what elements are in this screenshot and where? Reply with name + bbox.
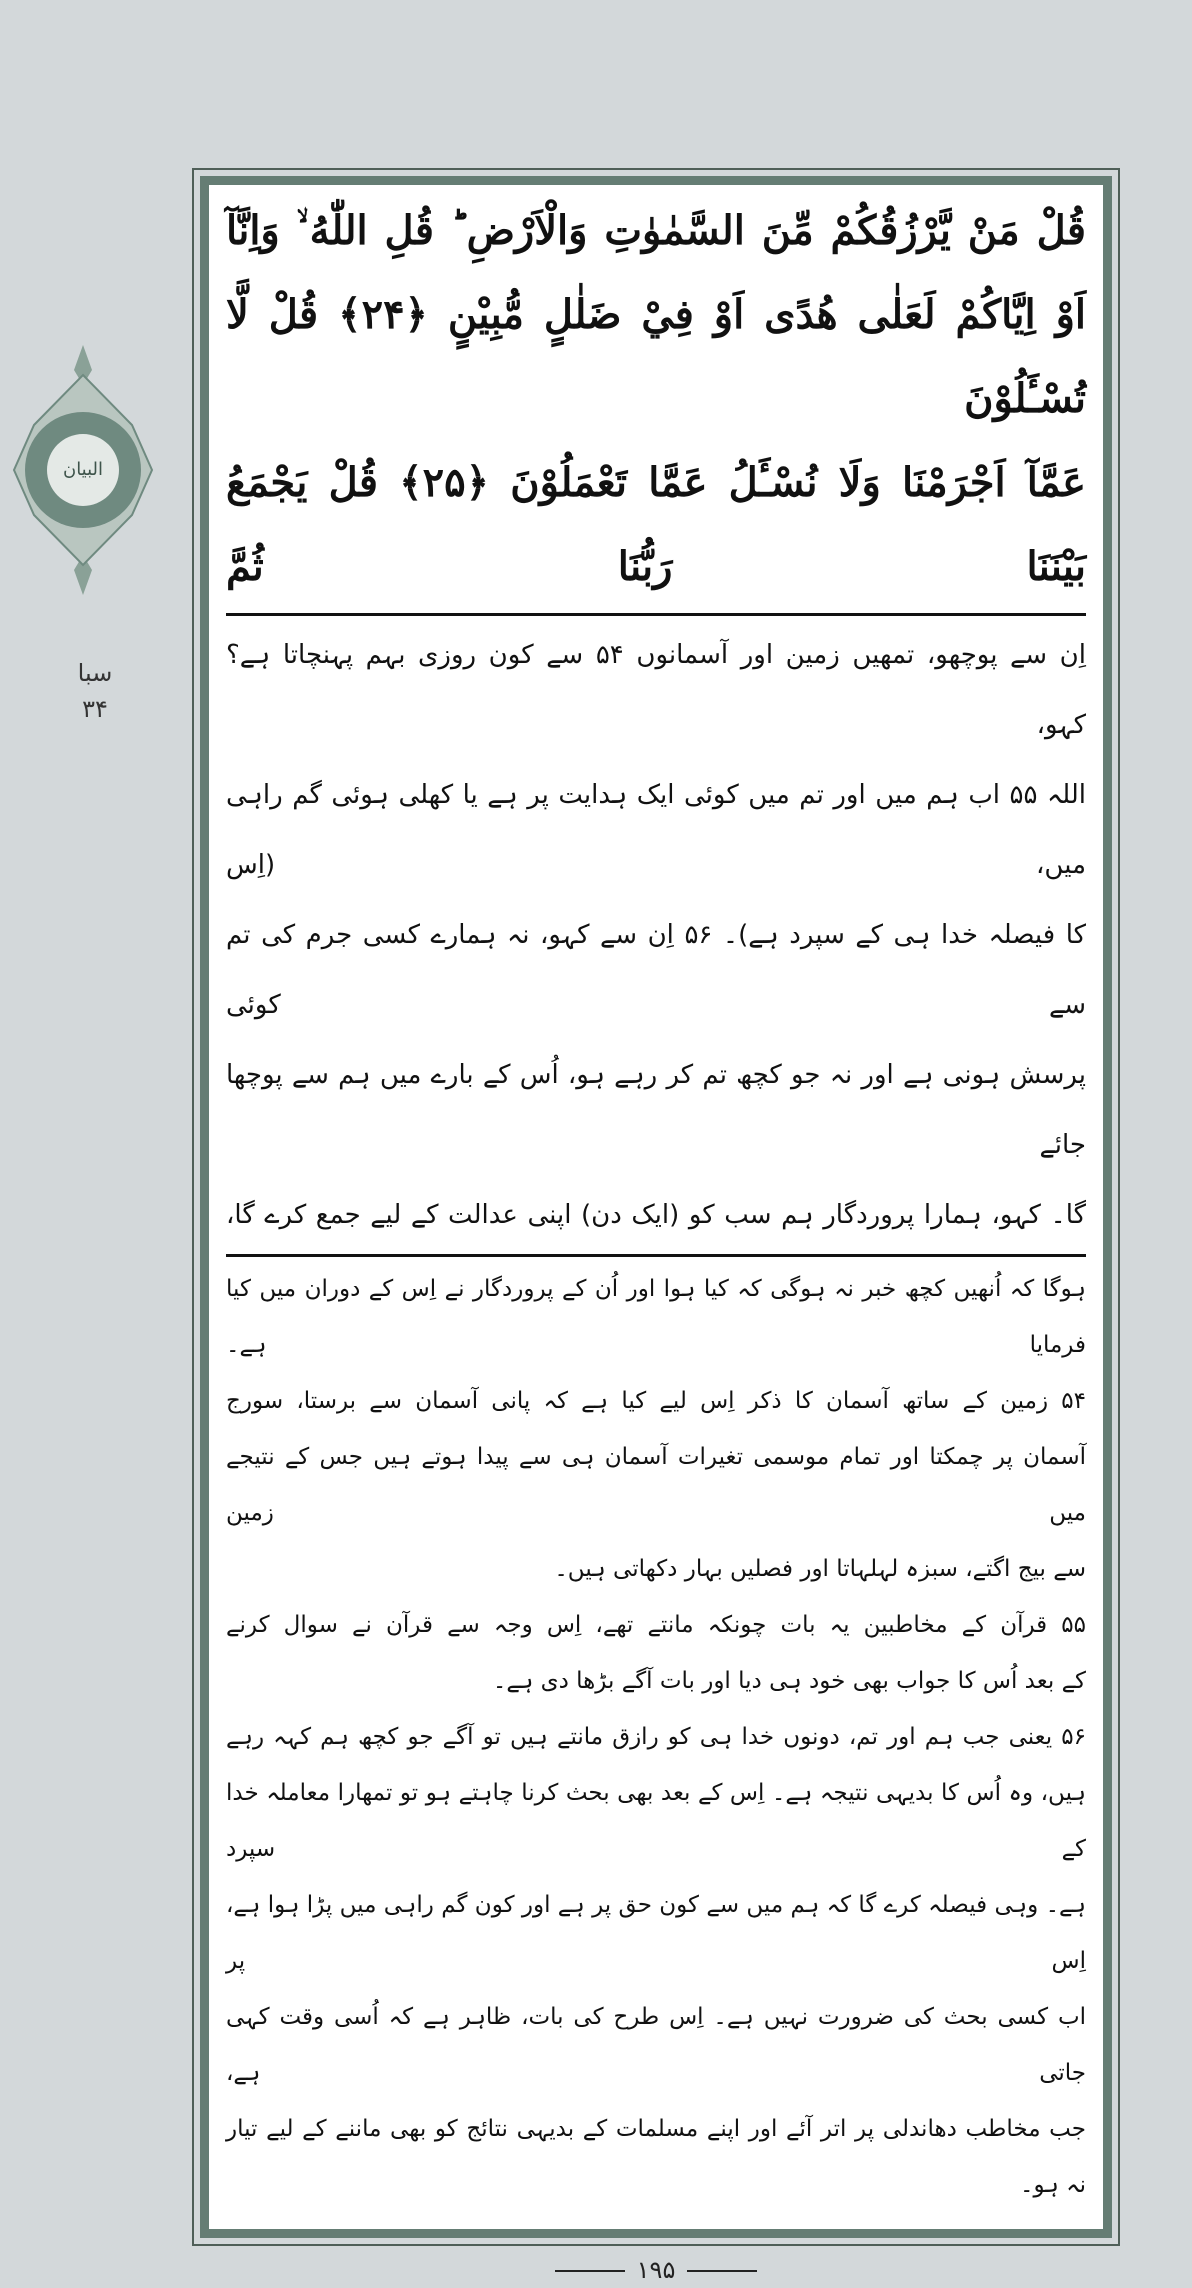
footnote-line: ہیں، وہ اُس کا بدیہی نتیجہ ہے۔ اِس کے بعد بھی بحث کرنا چاہتے ہو تو تمھارا معاملہ خدا کے سپرد: [226, 1780, 1086, 1862]
translation-line: کا فیصلہ خدا ہی کے سپرد ہے)۔ ۵۶ اِن سے کہو، نہ ہمارے کسی جرم کی تم سے کوئی: [226, 920, 1086, 1020]
page-number-text: ۱۹۵: [636, 2256, 676, 2284]
decorative-medallion: [12, 345, 154, 595]
quran-line: قُلْ مَنْ يَّرْزُقُكُمْ مِّنَ السَّمٰوٰتِ وَالْاَرْضِ ؕ قُلِ اللّٰهُ ۙ وَاِنَّآ: [226, 207, 1086, 254]
divider: [226, 1254, 1086, 1257]
surah-name: سبا: [77, 659, 113, 687]
dash: [687, 2270, 757, 2272]
footnote-line: نہ ہو۔: [1019, 2172, 1086, 2198]
footnote-line: ہوگا کہ اُنھیں کچھ خبر نہ ہوگی کہ کیا ہوا اور اُن کے پروردگار نے اِس کے دوران میں کیا فرمایا ہے۔: [226, 1276, 1086, 1358]
medallion-label: البیان: [62, 459, 104, 480]
footnote-line: کے بعد اُس کا جواب بھی خود ہی دیا اور بات آگے بڑھا دی ہے۔: [492, 1668, 1086, 1694]
footnote-line: ہے۔ وہی فیصلہ کرے گا کہ ہم میں سے کون حق پر ہے اور کون گم راہی میں پڑا ہوا ہے، اِس پر: [226, 1892, 1086, 1974]
footnote-line: اب کسی بحث کی ضرورت نہیں ہے۔ اِس طرح کی بات، ظاہر ہے کہ اُسی وقت کہی جاتی ہے،: [226, 2004, 1086, 2086]
footnote-line: ۵۶ یعنی جب ہم اور تم، دونوں خدا ہی کو رازق مانتے ہیں تو آگے جو کچھ ہم کہہ رہے: [226, 1724, 1086, 1750]
divider: [226, 613, 1086, 616]
footnote-line: ۵۴ زمین کے ساتھ آسمان کا ذکر اِس لیے کیا ہے کہ پانی آسمان سے برستا، سورج: [226, 1388, 1086, 1414]
quran-line: اَوْ اِيَّاكُمْ لَعَلٰى هُدًى اَوْ فِيْ ضَلٰلٍ مُّبِيْنٍ ﴿۲۴﴾ قُلْ لَّا تُسْـَٔلُوْنَ: [226, 291, 1087, 422]
page-frame: [200, 176, 1112, 2238]
quran-line: عَمَّآ اَجْرَمْنَا وَلَا نُسْـَٔلُ عَمَّا تَعْمَلُوْنَ ﴿۲۵﴾ قُلْ يَجْمَعُ بَيْنَنَا رَبُّنَا ثُمَّ: [226, 459, 1086, 590]
surah-number: ۳۴: [82, 695, 108, 723]
translation-line: اللہ ۵۵ اب ہم میں اور تم میں کوئی ایک ہدایت پر ہے یا کھلی ہوئی گم راہی میں، (اِس: [226, 780, 1086, 880]
footnote-line: آسمان پر چمکتا اور تمام موسمی تغیرات آسمان ہی سے پیدا ہوتے ہیں جس کے نتیجے میں زمین: [226, 1444, 1086, 1526]
footnote-line: ۵۵ قرآن کے مخاطبین یہ بات چونکہ مانتے تھے، اِس وجہ سے قرآن نے سوال کرنے: [226, 1612, 1086, 1638]
footnote-line: جب مخاطب دھاندلی پر اتر آئے اور اپنے مسلمات کے بدیہی نتائج کو بھی ماننے کے لیے تیار: [226, 2116, 1086, 2142]
page-frame-outer: [192, 168, 1120, 2284]
translation-line: پرسش ہونی ہے اور نہ جو کچھ تم کر رہے ہو، اُس کے بارے میں ہم سے پوچھا جائے: [226, 1060, 1086, 1160]
page-number: [194, 2252, 1118, 2288]
dash: [555, 2270, 625, 2272]
translation-line: گا۔ کہو، ہمارا پروردگار ہم سب کو (ایک دن) اپنی عدالت کے لیے جمع کرے گا،: [226, 1200, 1086, 1230]
footnote-line: سے بیج اگتے، سبزہ لہلہاتا اور فصلیں بہار دکھاتی ہیں۔: [554, 1556, 1086, 1582]
translation-line: اِن سے پوچھو، تمھیں زمین اور آسمانوں ۵۴ سے کون روزی بہم پہنچاتا ہے؟ کہو،: [226, 640, 1086, 740]
surah-marker: [40, 655, 150, 727]
